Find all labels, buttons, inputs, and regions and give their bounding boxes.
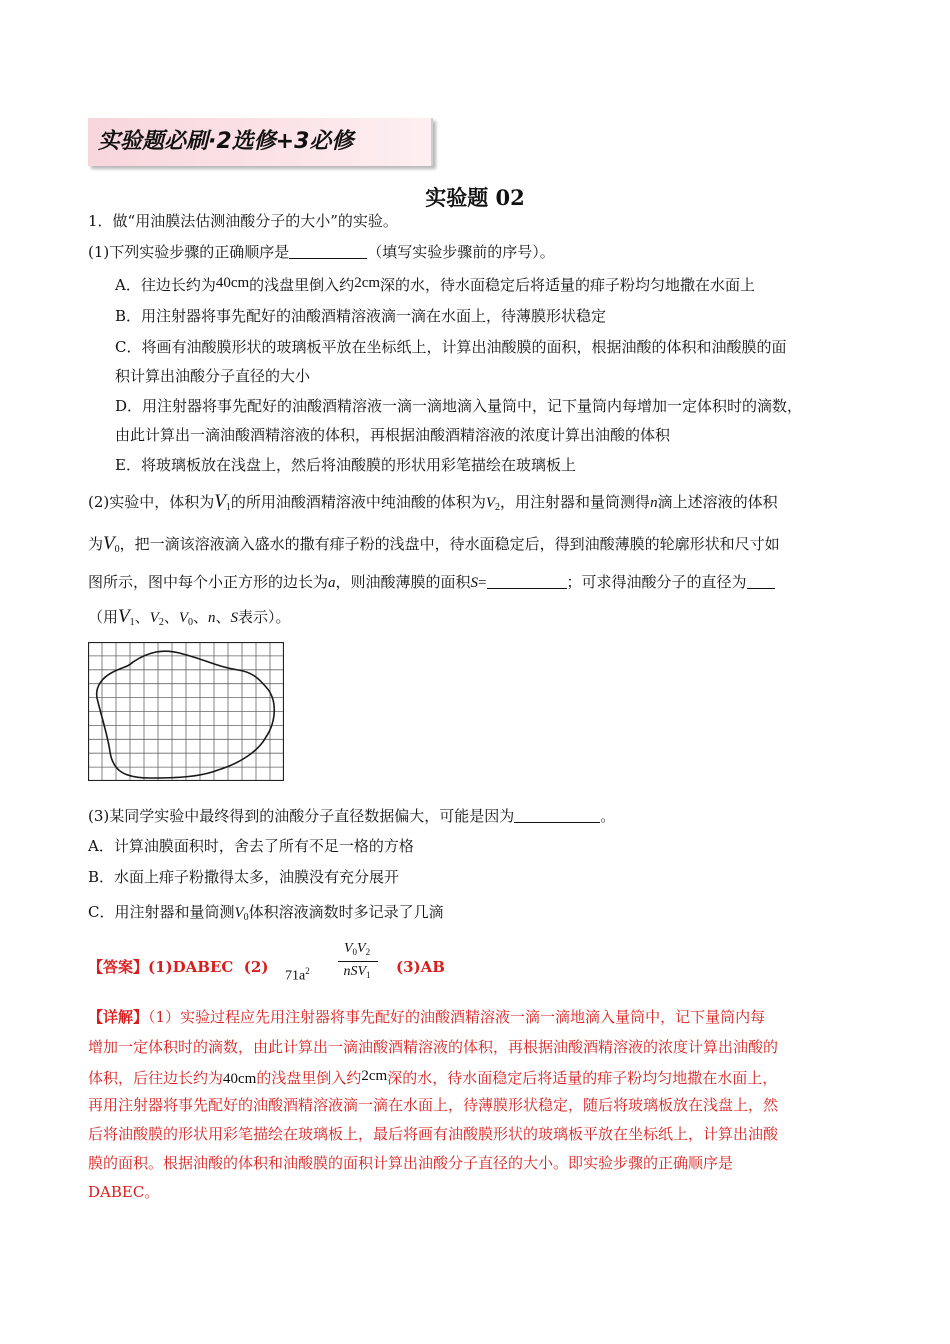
equals-sign: = — [478, 575, 487, 591]
symbol-v0: V — [103, 533, 115, 554]
step-a-value-2: 2cm — [354, 275, 381, 291]
step-b: B．用注射器将事先配好的油酸酒精溶液滴一滴在水面上，待薄膜形状稳定 — [115, 307, 607, 325]
answer-area-exp: 2 — [305, 966, 310, 976]
part2-line2 — [88, 531, 780, 557]
part3-option-b: B．水面上痱子粉撒得太多，油膜没有充分展开 — [88, 868, 400, 886]
symbol-nb: n — [208, 610, 216, 626]
detail-line3 — [88, 1066, 777, 1089]
banner-title: 实验题必刷·2选修+3必修 — [98, 129, 354, 154]
detail-text-3a: 体积，后往边长约为 — [88, 1069, 224, 1087]
symbol-v0c-sub: 0 — [243, 912, 249, 923]
part2-text-f: ，把一滴该溶液滴入盛水的撒有痱子粉的浅盘中，待水面稳定后，得到油酸薄膜的轮廓形状和尺寸如 — [119, 535, 780, 553]
detail-label: 【详解】 — [88, 1008, 149, 1026]
symbol-n: n — [650, 495, 658, 511]
part2-text-k: 表示）。 — [238, 608, 291, 626]
detail-text-3c: 深的水，待水面稳定后将适量的痱子粉均匀地撒在水面上， — [387, 1069, 778, 1087]
part3-prompt — [88, 806, 615, 826]
detail-line1 — [88, 1007, 765, 1027]
symbol-v2b: V — [149, 610, 159, 626]
symbol-sb: S — [230, 610, 239, 626]
step-a-value-1: 40cm — [215, 275, 250, 291]
part3-c-pre: C．用注射器和量筒测 — [88, 903, 235, 921]
part2-text-i: ；可求得油酸分子的直径为 — [566, 573, 747, 591]
part2-text-a: (2)实验中，体积为 — [88, 493, 215, 511]
part2-text-h: ，则油酸薄膜的面积 — [335, 573, 471, 591]
answer-blank-3[interactable] — [514, 808, 600, 823]
step-a-pre: A．往边长约为 — [115, 276, 216, 294]
detail-text-1: （1）实验过程应先用注射器将事先配好的油酸酒精溶液一滴一滴地滴入量筒中，记下量筒内每 — [148, 1008, 766, 1026]
detail-line5: 后将油酸膜的形状用彩笔描绘在玻璃板上，最后将画有油酸膜形状的玻璃板平放在坐标纸上，计算出油酸 — [88, 1125, 779, 1143]
part3-suffix: 。 — [600, 807, 616, 825]
answer-blank-1[interactable] — [289, 244, 367, 259]
symbol-v2-sub: 2 — [495, 502, 501, 513]
symbol-v2: V — [485, 495, 496, 511]
step-a-post: 深的水，待水面稳定后将适量的痱子粉均匀地撒在水面上 — [380, 276, 756, 294]
part2-text-g: 图所示，图中每个小正方形的边长为 — [88, 573, 329, 591]
section-banner — [88, 118, 433, 166]
part2-line3 — [88, 570, 775, 594]
part3-c-post: 体积溶液滴数时多记录了几滴 — [248, 903, 444, 921]
part2-text-c: ，用注射器和量筒测得 — [500, 493, 651, 511]
page-title: 实验题 02 — [425, 185, 525, 210]
part1-prefix: (1)下列实验步骤的正确顺序是 — [88, 243, 290, 261]
step-e: E．将玻璃板放在浅盘上，然后将油酸膜的形状用彩笔描绘在玻璃板上 — [115, 456, 576, 474]
symbol-v0-sub: 0 — [114, 544, 120, 555]
detail-value-2: 2cm — [361, 1068, 388, 1084]
answer-blank-area[interactable] — [487, 574, 567, 589]
answer-part2-label: (2) — [243, 958, 269, 976]
sep-4: 、 — [215, 608, 231, 626]
detail-text-3b: 的浅盘里倒入约 — [256, 1069, 362, 1087]
symbol-v1b: V — [118, 606, 130, 627]
answer-area: 71a — [285, 968, 306, 984]
detail-line2: 增加一定体积时的滴数，由此计算出一滴油酸酒精溶液的体积，再根据油酸酒精溶液的浓度计算出油酸的 — [88, 1038, 779, 1056]
symbol-a: a — [328, 575, 336, 591]
part2-line1 — [88, 489, 778, 515]
symbol-v1b-sub: 1 — [129, 617, 135, 628]
grid-lines — [88, 642, 284, 781]
symbol-v0c: V — [234, 905, 244, 921]
part3-option-c — [88, 899, 444, 925]
symbol-v2b-sub: 2 — [158, 617, 164, 628]
step-c-line2: 积计算出油酸分子直径的大小 — [115, 367, 311, 385]
detail-value-1: 40cm — [223, 1071, 257, 1087]
fraction-denominator: nSV$_1$ — [343, 964, 371, 980]
part1-suffix: （填写实验步骤前的序号）。 — [367, 243, 555, 261]
oil-film-outline — [97, 651, 275, 778]
detail-line6: 膜的面积。根据油酸的体积和油酸膜的面积计算出油酸分子直径的大小。即实验步骤的正确顺序是 — [88, 1154, 734, 1172]
symbol-v0b-sub: 0 — [188, 617, 193, 628]
symbol-v1: V — [214, 491, 226, 512]
sep-1: 、 — [134, 608, 150, 626]
part2-text-j: （用 — [88, 608, 119, 626]
part3-option-a: A．计算油膜面积时，舍去了所有不足一格的方格 — [88, 837, 414, 855]
sep-2: 、 — [163, 608, 179, 626]
part2-text-b: 的所用油酸酒精溶液中纯油酸的体积为 — [230, 493, 486, 511]
part2-line4 — [88, 604, 291, 630]
step-d-line2: 由此计算出一滴油酸酒精溶液的体积，再根据油酸酒精溶液的浓度计算出油酸的体积 — [115, 426, 671, 444]
symbol-v0b: V — [178, 610, 188, 626]
answer-line — [88, 957, 268, 977]
step-a-mid: 的浅盘里倒入约 — [249, 276, 355, 294]
step-c-line1: C．将画有油酸膜形状的玻璃板平放在坐标纸上，计算出油酸膜的面积，根据油酸的体积和油酸膜的面 — [115, 338, 787, 356]
detail-line7: DABEC。 — [88, 1183, 160, 1201]
fraction-numerator: $V_0V_2$ — [343, 941, 371, 957]
answer-label: 【答案】 — [88, 958, 149, 976]
symbol-s: S — [470, 575, 479, 591]
part2-text-d: 滴上述溶液的体积 — [657, 493, 778, 511]
part3-prefix: (3)某同学实验中最终得到的油酸分子直径数据偏大，可能是因为 — [88, 807, 515, 825]
answer-part3: (3)AB — [396, 958, 445, 976]
symbol-v1-sub: 1 — [225, 502, 231, 513]
part1-prompt — [88, 242, 555, 262]
step-d-line1: D．用注射器将事先配好的油酸酒精溶液一滴一滴地滴入量筒中，记下量筒内每增加一定体积时的滴数， — [115, 397, 803, 415]
answer-area-expr — [285, 966, 310, 985]
fraction-bar — [338, 961, 378, 962]
question-intro: 1．做“用油膜法估测油酸分子的大小”的实验。 — [88, 212, 398, 230]
answer-blank-diameter[interactable] — [747, 574, 775, 589]
oil-film-grid-figure — [88, 642, 284, 781]
step-a — [115, 273, 755, 295]
answer-part1: (1)DABEC — [148, 958, 234, 976]
sep-3: 、 — [193, 608, 209, 626]
part2-text-e: 为 — [88, 535, 104, 553]
detail-line4: 再用注射器将事先配好的油酸酒精溶液滴一滴在水面上，待薄膜形状稳定，随后将玻璃板放在浅盘上，然 — [88, 1096, 779, 1114]
